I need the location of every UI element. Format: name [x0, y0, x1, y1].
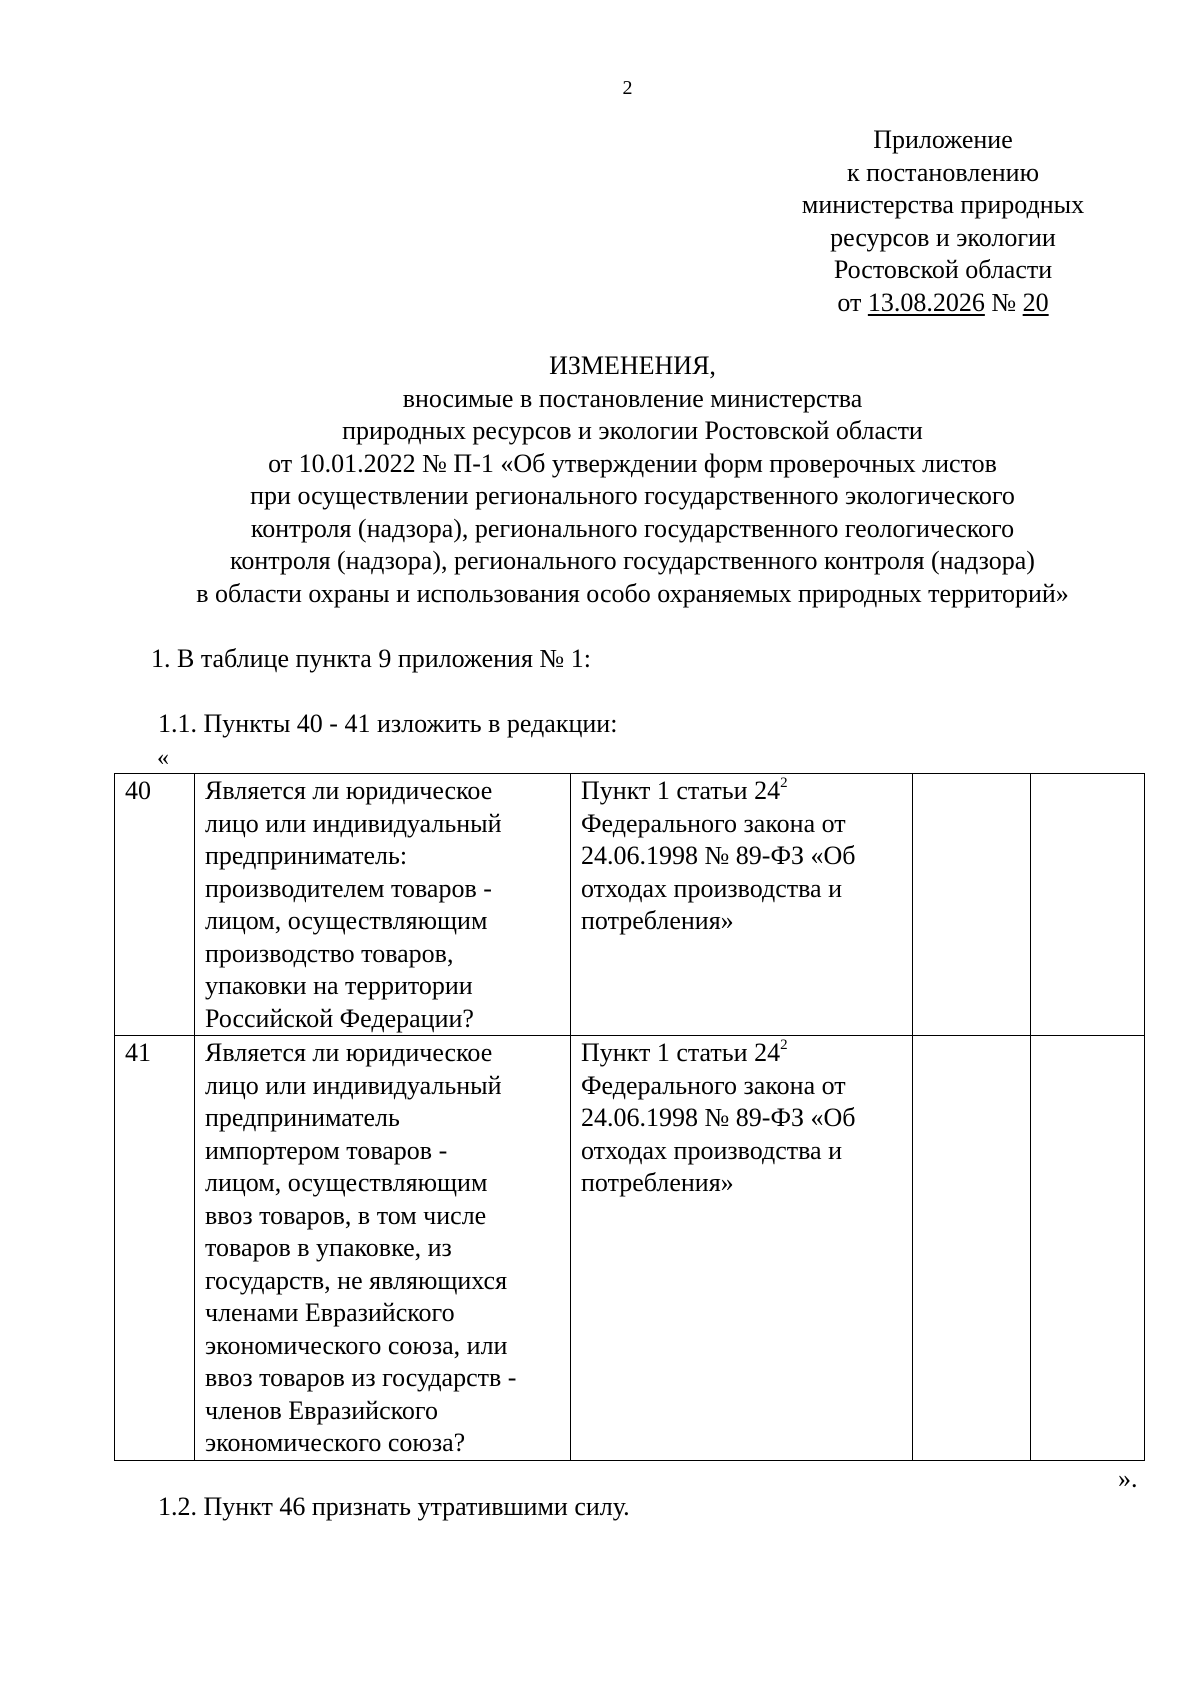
law-superscript: 2: [780, 1037, 788, 1053]
row-number: 40: [115, 774, 195, 1036]
item-1-1: 1.1. Пункты 40 - 41 изложить в редакции:: [158, 709, 618, 738]
title-line: от 10.01.2022 № П-1 «Об утверждении форм проверочных листов: [268, 448, 997, 478]
appendix-line: Ростовской области: [833, 255, 1053, 284]
row-number: 41: [115, 1036, 195, 1461]
question-line: товаров в упаковке, из: [205, 1233, 452, 1262]
question-line: Российской Федерации?: [205, 1003, 474, 1033]
question-line: лицом, осуществляющим: [205, 1168, 488, 1197]
question-line: импортером товаров -: [205, 1135, 448, 1165]
law-line: потребления»: [581, 1168, 734, 1197]
law-superscript: 2: [780, 775, 788, 791]
number-sign: №: [991, 287, 1017, 317]
question-line: производителем товаров -: [205, 873, 492, 903]
quote-close: ».: [1118, 1464, 1138, 1493]
law-line: Федерального закона от: [581, 808, 846, 838]
question-line: членов Евразийского: [205, 1395, 438, 1425]
law-line: отходах производства и: [581, 873, 843, 903]
question-line: лицо или индивидуальный: [205, 1070, 502, 1100]
question-line: государств, не являющихся: [205, 1265, 508, 1295]
appendix-line: к постановлению: [846, 157, 1040, 187]
table-row: [115, 774, 1145, 1036]
law-line: потребления»: [581, 906, 734, 935]
question-cell: [195, 774, 571, 1036]
question-line: производство товаров,: [205, 938, 454, 968]
law-line: отходах производства и: [581, 1135, 843, 1165]
empty-cell: [913, 1036, 1031, 1461]
law-first-line: Пункт 1 статьи 24: [581, 776, 781, 805]
law-reference-cell: [571, 774, 913, 1036]
resolution-number: 20: [1022, 287, 1049, 317]
question-line: экономического союза, или: [205, 1330, 508, 1360]
question-line: экономического союза?: [205, 1428, 466, 1457]
title-line: в области охраны и использования особо охраняемых природных территорий»: [196, 578, 1069, 608]
question-line: ввоз товаров из государств -: [205, 1363, 517, 1392]
question-line: ввоз товаров, в том числе: [205, 1200, 487, 1230]
quote-open: «: [157, 745, 169, 771]
document-title: [0, 350, 1200, 610]
question-line: упаковки на территории: [205, 971, 473, 1000]
changes-table: [114, 773, 1145, 1461]
table-row: [115, 1036, 1145, 1461]
law-reference-cell: [571, 1036, 913, 1461]
appendix-date-line: [755, 287, 1131, 320]
title-heading: ИЗМЕНЕНИЯ,: [549, 351, 716, 380]
question-line: членами Евразийского: [205, 1298, 455, 1327]
page-number: 2: [622, 77, 633, 99]
title-line: вносимые в постановление министерства: [402, 383, 863, 413]
appendix-line: ресурсов и экологии: [830, 222, 1056, 252]
question-line: лицом, осуществляющим: [205, 906, 488, 935]
law-line: Федерального закона от: [581, 1070, 846, 1100]
question-cell: [195, 1036, 571, 1461]
law-line: [581, 1037, 904, 1070]
appendix-line: Приложение: [873, 125, 1013, 154]
title-line: контроля (надзора), регионального государственного контроля (надзора): [230, 546, 1035, 575]
appendix-line: министерства природных: [801, 190, 1085, 219]
empty-cell: [1031, 774, 1145, 1036]
title-line: при осуществлении регионального государственного экологического: [250, 481, 1015, 510]
law-line: [581, 775, 904, 808]
law-first-line: Пункт 1 статьи 24: [581, 1038, 781, 1067]
date-prefix: от: [837, 287, 862, 317]
item-1-2: 1.2. Пункт 46 признать утратившими силу.: [158, 1492, 630, 1521]
empty-cell: [913, 774, 1031, 1036]
resolution-date: 13.08.2026: [867, 287, 985, 317]
question-line: Является ли юридическое: [205, 1038, 493, 1067]
question-line: лицо или индивидуальный: [205, 808, 502, 838]
appendix-header: [755, 124, 1131, 319]
question-line: Является ли юридическое: [205, 776, 493, 805]
law-line: 24.06.1998 № 89-ФЗ «Об: [581, 841, 856, 870]
item-1: 1. В таблице пункта 9 приложения № 1:: [151, 644, 591, 673]
title-line: природных ресурсов и экологии Ростовской области: [342, 416, 923, 445]
law-line: 24.06.1998 № 89-ФЗ «Об: [581, 1103, 856, 1132]
title-line: контроля (надзора), регионального государственного геологического: [250, 513, 1015, 543]
empty-cell: [1031, 1036, 1145, 1461]
question-line: предприниматель:: [205, 841, 408, 870]
question-line: предприниматель: [205, 1103, 400, 1132]
